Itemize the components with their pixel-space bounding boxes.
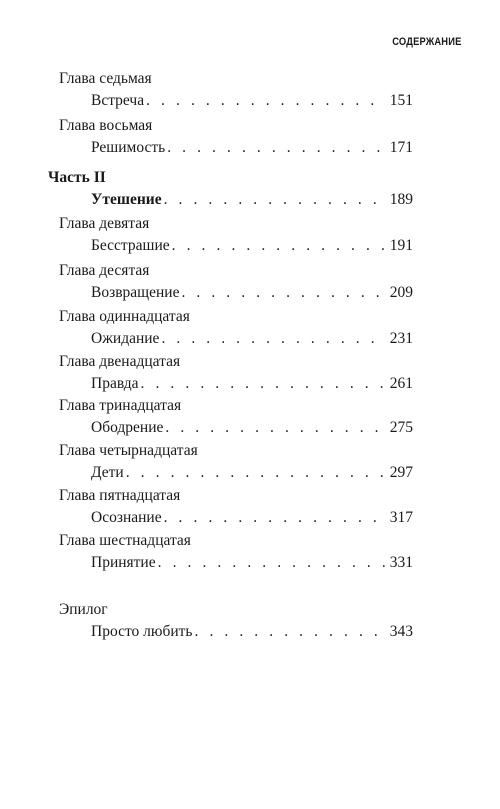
dot-leader — [172, 235, 385, 257]
toc-line — [91, 462, 413, 484]
toc-line — [91, 189, 413, 211]
toc-entry-chapter-12 — [59, 352, 413, 392]
page-number: 331 — [389, 554, 413, 571]
toc-entry-chapter-14 — [59, 441, 413, 481]
dot-leader — [141, 373, 385, 395]
toc-line — [91, 90, 413, 112]
dot-leader — [161, 328, 385, 350]
toc-line — [91, 417, 413, 439]
toc-entry-chapter-8 — [59, 116, 413, 156]
chapter-label: Глава седьмая — [59, 70, 152, 87]
chapter-title: Ожидание — [91, 330, 160, 347]
toc-line — [91, 373, 413, 395]
page-number: 317 — [389, 509, 413, 526]
page-number: 231 — [389, 330, 413, 347]
toc-entry-chapter-11 — [59, 307, 413, 347]
chapter-title: Правда — [91, 375, 139, 392]
page-number: 261 — [389, 375, 413, 392]
chapter-label: Глава одиннадцатая — [59, 308, 190, 325]
page-number: 275 — [389, 419, 413, 436]
dot-leader — [181, 282, 385, 304]
toc-line — [91, 552, 413, 574]
page-number: 209 — [389, 284, 413, 301]
chapter-title: Просто любить — [91, 623, 193, 640]
chapter-title: Встреча — [91, 92, 145, 109]
chapter-title: Решимость — [91, 139, 166, 156]
toc-entry-chapter-13 — [59, 396, 413, 436]
chapter-title: Возвращение — [91, 284, 180, 301]
dot-leader — [126, 462, 385, 484]
chapter-label: Глава восьмая — [59, 117, 153, 134]
dot-leader — [158, 552, 385, 574]
running-head: СОДЕРЖАНИЕ — [392, 36, 462, 48]
chapter-title: Дети — [91, 464, 124, 481]
page-number: 343 — [389, 623, 413, 640]
page-number: 171 — [389, 139, 413, 156]
chapter-label: Глава шестнадцатая — [59, 532, 191, 549]
toc-entry-chapter-15 — [59, 486, 413, 526]
page-number: 151 — [389, 92, 413, 109]
toc-entry-chapter-7 — [59, 69, 413, 109]
page-number: 191 — [389, 237, 413, 254]
toc-line — [91, 328, 413, 350]
chapter-label: Глава двенадцатая — [59, 353, 181, 370]
chapter-title: Ободрение — [91, 419, 164, 436]
part-label: Часть II — [48, 169, 106, 186]
chapter-label: Глава девятая — [59, 215, 150, 232]
toc-line — [91, 235, 413, 257]
toc-entry-chapter-9 — [59, 214, 413, 254]
chapter-label: Эпилог — [59, 601, 108, 618]
dot-leader — [146, 90, 385, 112]
chapter-label: Глава пятнадцатая — [59, 487, 181, 504]
dot-leader — [164, 189, 385, 211]
part-title: Утешение — [91, 191, 162, 208]
toc-line — [91, 621, 413, 643]
toc-line — [91, 137, 413, 159]
chapter-label: Глава тринадцатая — [59, 397, 182, 414]
toc-entry-chapter-16 — [59, 531, 413, 571]
toc-entry-epilogue — [59, 600, 413, 640]
chapter-title: Принятие — [91, 554, 156, 571]
toc-line — [91, 507, 413, 529]
dot-leader — [195, 621, 386, 643]
chapter-title: Бесстрашие — [91, 237, 170, 254]
toc-line — [91, 282, 413, 304]
toc-entry-chapter-10 — [59, 261, 413, 301]
chapter-label: Глава десятая — [59, 262, 150, 279]
toc-entry-part-2 — [48, 168, 413, 208]
chapter-title: Осознание — [91, 509, 162, 526]
page-number: 297 — [389, 464, 413, 481]
page-number: 189 — [389, 191, 413, 208]
chapter-label: Глава четырнадцатая — [59, 442, 198, 459]
dot-leader — [164, 507, 385, 529]
dot-leader — [167, 137, 385, 159]
dot-leader — [165, 417, 385, 439]
